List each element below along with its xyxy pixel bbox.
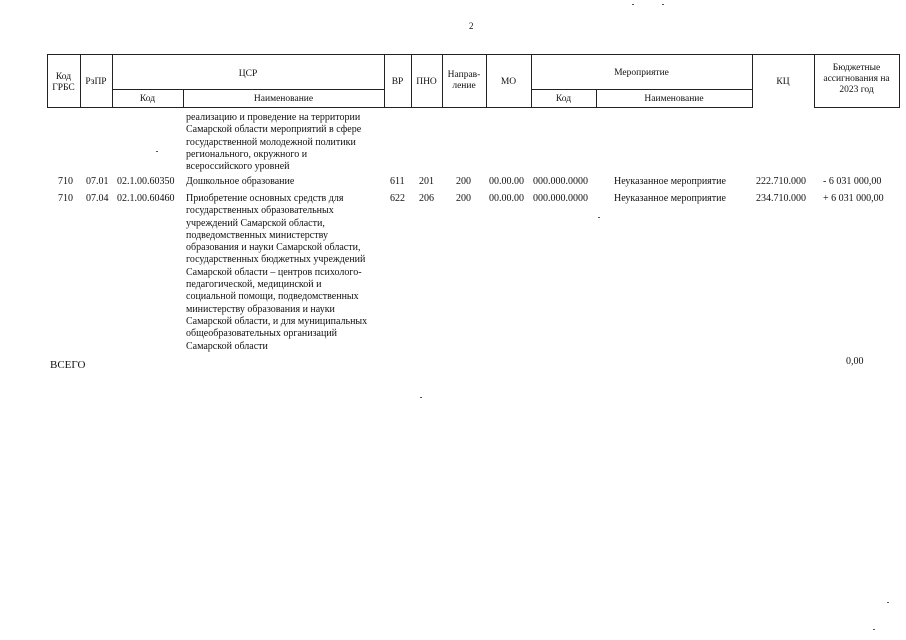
row-name-line: государственных образовательных <box>186 205 334 217</box>
header-mer-kod: Код <box>555 94 572 104</box>
header-pno: ПНО <box>416 77 437 87</box>
header-kod-grbs <box>47 72 80 94</box>
header-mo: МО <box>500 77 517 87</box>
scan-speck <box>887 602 889 603</box>
scan-speck <box>156 151 158 152</box>
row-name-line: педагогической, медицинской и <box>186 279 322 291</box>
continuation-name <box>186 112 383 173</box>
row-csr: 02.1.00.60460 <box>117 193 175 204</box>
continuation-line: реализацию и проведение на территории <box>186 112 361 123</box>
row-mer-kod: 000.000.0000 <box>533 193 588 204</box>
row-name-line: подведомственных министерству <box>186 229 328 241</box>
row-name-line: Самарской области, и для муниципальных <box>186 315 368 327</box>
row-name-line: социальной помощи, подведомственных <box>186 291 359 303</box>
row-name-line: Самарской области – центров психолого- <box>186 266 362 278</box>
header-napravlenie-line1: Направ- <box>447 70 481 80</box>
continuation-line: всероссийского уровней <box>186 161 290 173</box>
continuation-line: Самарской области мероприятий в сфере <box>186 124 362 136</box>
row-name <box>186 193 367 353</box>
header-rzpr: РзПР <box>85 77 107 87</box>
header-kc: КЦ <box>776 77 790 87</box>
row-mer-name: Неуказанное мероприятие <box>614 193 726 204</box>
row-mo: 00.00.00 <box>489 176 524 187</box>
header-kod-grbs-line2: ГРБС <box>52 83 75 93</box>
header-csr-name: Наименование <box>253 94 314 104</box>
row-amount: + 6 031 000,00 <box>823 193 884 204</box>
row-mo: 00.00.00 <box>489 193 524 204</box>
row-name-line: министерству образования и науки <box>186 303 335 315</box>
row-napr: 200 <box>456 193 471 204</box>
row-grbs: 710 <box>58 193 73 204</box>
scan-speck <box>662 4 664 5</box>
row-vr: 622 <box>390 193 405 204</box>
row-pno: 201 <box>419 176 434 187</box>
header-napravlenie-line2: ление <box>452 81 476 91</box>
row-mer-kod: 000.000.0000 <box>533 176 588 187</box>
header-napravlenie <box>442 70 486 92</box>
scan-speck <box>632 4 634 5</box>
header-vr: ВР <box>391 77 404 87</box>
header-kod-grbs-line1: Код <box>55 72 72 82</box>
row-rzpr: 07.01 <box>86 176 109 187</box>
total-label: ВСЕГО <box>50 359 86 371</box>
header-budget-line1: Бюджетные <box>832 63 881 73</box>
page-number: 2 <box>469 21 474 31</box>
row-name-line: Приобретение основных средств для <box>186 193 344 204</box>
continuation-word: окружного <box>253 148 300 160</box>
row-name-line: образования и науки Самарской области, <box>186 242 361 254</box>
row-csr: 02.1.00.60350 <box>117 176 175 187</box>
header-csr: ЦСР <box>238 69 258 79</box>
row-name: Дошкольное образование <box>186 176 295 187</box>
row-rzpr: 07.04 <box>86 193 109 204</box>
scan-speck <box>598 217 600 218</box>
header-budget-line3: 2023 год <box>839 85 874 95</box>
row-amount: - 6 031 000,00 <box>823 176 882 187</box>
scan-speck <box>420 397 422 398</box>
row-name-line: общеобразовательных организаций <box>186 328 338 340</box>
header-meropriyatie: Мероприятие <box>614 68 669 78</box>
continuation-justified-line <box>186 149 383 161</box>
header-mer-name: Наименование <box>644 94 704 104</box>
row-mer-name: Неуказанное мероприятие <box>614 176 726 187</box>
header-budget-line2: ассигнования на <box>823 74 890 84</box>
continuation-word: регионального, <box>186 148 252 160</box>
row-name-line: учреждений Самарской области, <box>186 217 325 229</box>
total-value: 0,00 <box>846 356 864 367</box>
continuation-line: государственной молодежной политики <box>186 136 356 148</box>
row-name-line: государственных бюджетных учреждений <box>186 254 366 266</box>
row-kc: 222.710.000 <box>756 176 806 187</box>
row-vr: 611 <box>390 176 405 187</box>
continuation-word: и <box>301 148 308 160</box>
row-pno: 206 <box>419 193 434 204</box>
row-name-line: Самарской области <box>186 340 268 352</box>
scan-speck <box>873 629 875 630</box>
header-budget <box>814 63 899 96</box>
header-csr-kod: Код <box>139 94 156 104</box>
row-grbs: 710 <box>58 176 73 187</box>
row-napr: 200 <box>456 176 471 187</box>
row-kc: 234.710.000 <box>756 193 806 204</box>
